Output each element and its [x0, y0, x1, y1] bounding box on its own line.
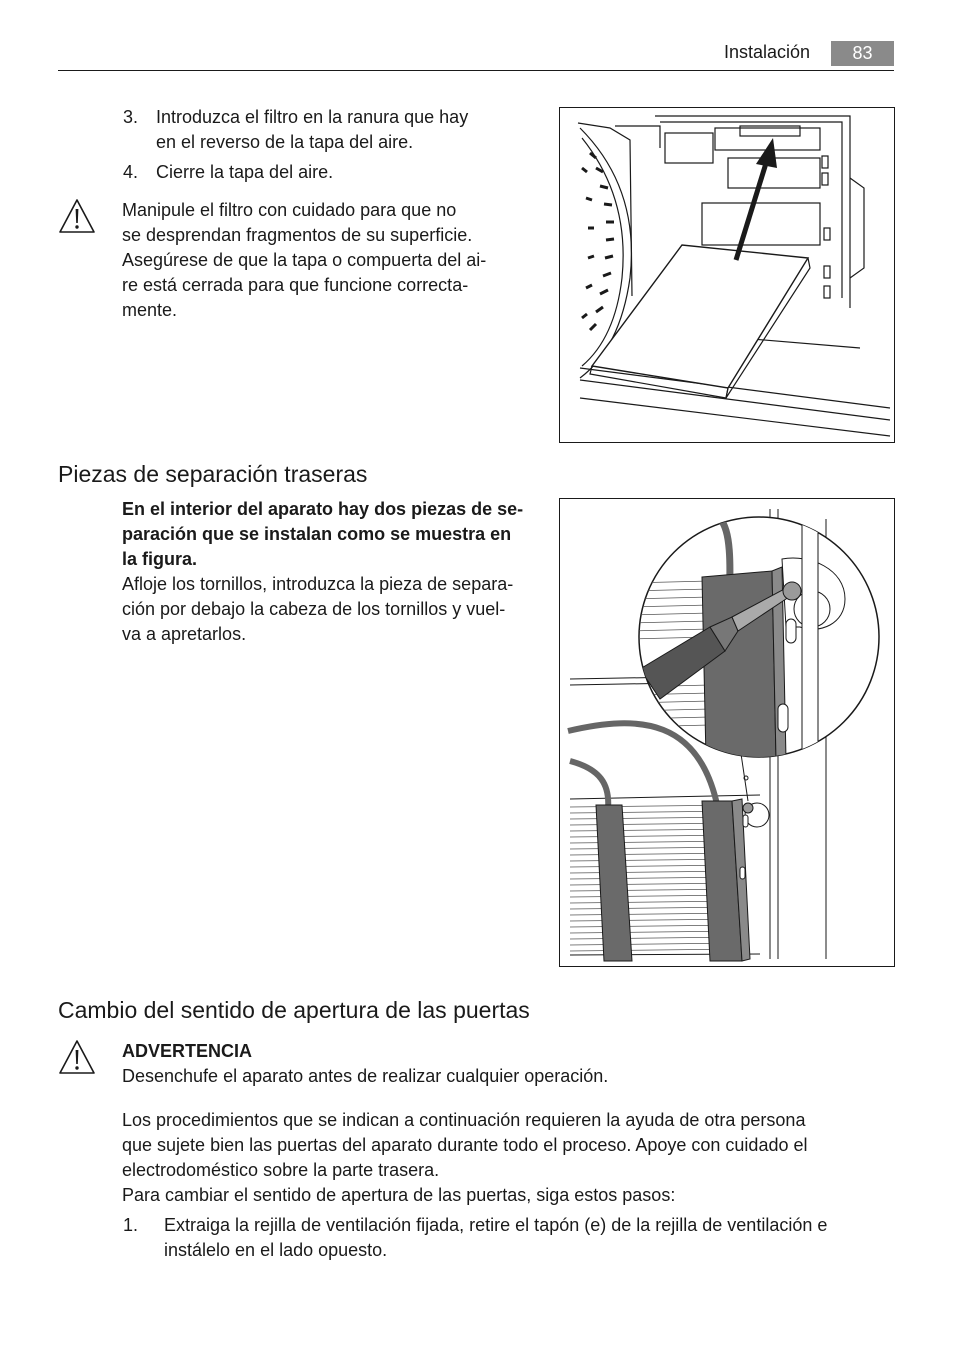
caution-line-4: re está cerrada para que funcione correcta-: [122, 275, 469, 295]
door-para-line-1: Los procedimientos que se indican a continuación requieren la ayuda de otra persona: [122, 1110, 806, 1130]
step-4-number: 4.: [123, 162, 139, 182]
caution-line-5: mente.: [122, 300, 178, 320]
spacers-line-2: paración que se instalan como se muestra en: [122, 524, 512, 544]
header-divider: [58, 70, 894, 71]
caution-line-1: Manipule el filtro con cuidado para que no: [122, 200, 457, 220]
warning-text: Desenchufe el aparato antes de realizar cualquier operación.: [122, 1066, 609, 1086]
header-section-title: Instalación: [724, 42, 811, 62]
page-number: 83: [831, 41, 894, 66]
step-3-number: 3.: [123, 107, 139, 127]
spacers-line-3: la figura.: [122, 549, 198, 569]
door-step-1-line-2: instálelo en el lado opuesto.: [164, 1240, 388, 1260]
door-para-line-4: Para cambiar el sentido de apertura de las puertas, siga estos pasos:: [122, 1185, 676, 1205]
door-section-title: Cambio del sentido de apertura de las puertas: [58, 997, 530, 1023]
spacers-section-title: Piezas de separación traseras: [58, 461, 368, 487]
spacers-line-1: En el interior del aparato hay dos piezas de se-: [122, 499, 524, 519]
step-4-line-1: Cierre la tapa del aire.: [156, 162, 334, 182]
spacers-line-5: ción por debajo la cabeza de los tornillos y vuel-: [122, 599, 506, 619]
step-3-line-1: Introduzca el filtro en la ranura que hay: [156, 107, 469, 127]
door-para-line-3: electrodoméstico sobre la parte trasera.: [122, 1160, 440, 1180]
warning-triangle-icon: [58, 198, 96, 234]
spacers-line-6: va a apretarlos.: [122, 624, 247, 644]
caution-line-3: Asegúrese de que la tapa o compuerta del ai-: [122, 250, 487, 270]
spacers-figure: [559, 498, 895, 967]
caution-line-2: se desprendan fragmentos de su superficie.: [122, 225, 473, 245]
warning-triangle-icon: [58, 1039, 96, 1075]
door-para-line-2: que sujete bien las puertas del aparato durante todo el proceso. Apoye con cuidado el: [122, 1135, 808, 1155]
door-step-1-number: 1.: [123, 1215, 139, 1235]
step-3-line-2: en el reverso de la tapa del aire.: [156, 132, 414, 152]
warning-title: ADVERTENCIA: [122, 1041, 253, 1061]
door-step-1-line-1: Extraiga la rejilla de ventilación fijada, retire el tapón (e) de la rejilla de ventilación e: [164, 1215, 828, 1235]
spacers-line-4: Afloje los tornillos, introduzca la pieza de separa-: [122, 574, 514, 594]
filter-insertion-figure: [559, 107, 895, 443]
